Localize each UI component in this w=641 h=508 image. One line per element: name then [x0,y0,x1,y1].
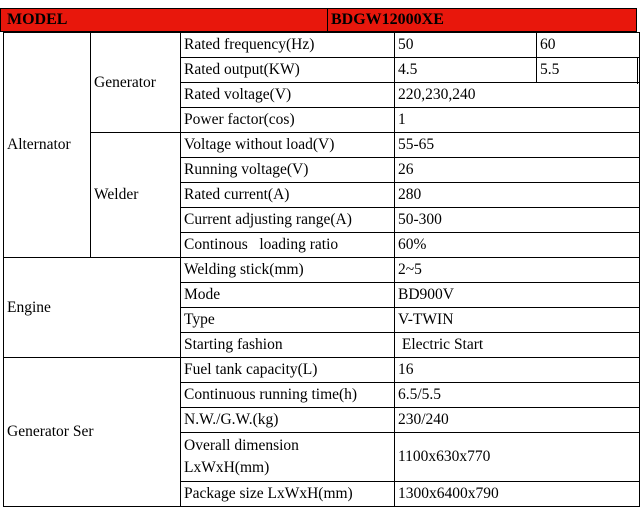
value-running-voltage: 26 [395,158,640,183]
label-dimension-line2: LxWxH(mm) [184,459,270,476]
group-alternator: Alternator [4,33,91,258]
label-current-range: Current adjusting range(A) [181,208,395,233]
subgroup-welder: Welder [91,133,181,258]
label-dimension [181,433,395,482]
label-package: Package size LxWxH(mm) [181,482,395,507]
value-rated-frequency-1: 50 [395,33,537,58]
group-generator-ser: Generator Ser [4,358,181,507]
table-row [4,133,640,158]
label-fuel-tank: Fuel tank capacity(L) [181,358,395,383]
value-loading-ratio: 60% [395,233,640,258]
label-rated-frequency: Rated frequency(Hz) [181,33,395,58]
label-power-factor: Power factor(cos) [181,108,395,133]
value-rated-output-1: 4.5 [395,58,537,83]
table-row [4,258,640,283]
label-dimension-line1: Overall dimension [184,437,299,454]
value-rated-frequency-2: 60 [537,33,640,58]
value-fuel-tank: 16 [395,358,640,383]
model-label: MODEL [7,11,68,28]
label-mode: Mode [181,283,395,308]
value-power-factor: 1 [395,108,640,133]
header-divider [327,9,328,31]
value-dimension: 1100x630x770 [395,433,640,482]
group-engine: Engine [4,258,181,358]
model-value: BDGW12000XE [331,11,444,28]
header-bar [0,8,637,32]
label-starting: Starting fashion [181,333,395,358]
label-welding-stick: Welding stick(mm) [181,258,395,283]
label-weight: N.W./G.W.(kg) [181,408,395,433]
value-running-time: 6.5/5.5 [395,383,640,408]
value-current-range: 50-300 [395,208,640,233]
label-running-time: Continuous running time(h) [181,383,395,408]
value-weight: 230/240 [395,408,640,433]
label-voltage-no-load: Voltage without load(V) [181,133,395,158]
value-rated-voltage: 220,230,240 [395,83,640,108]
label-type: Type [181,308,395,333]
label-running-voltage: Running voltage(V) [181,158,395,183]
value-starting: Electric Start [395,333,640,358]
spec-table [3,32,640,507]
value-package: 1300x6400x790 [395,482,640,507]
value-mode: BD900V [395,283,640,308]
value-rated-output-2: 5.5 [537,58,640,83]
value-voltage-no-load: 55-65 [395,133,640,158]
label-loading-ratio: Continous loading ratio [181,233,395,258]
table-row [4,358,640,383]
label-rated-output: Rated output(KW) [181,58,395,83]
subgroup-generator: Generator [91,33,181,133]
label-rated-current: Rated current(A) [181,183,395,208]
label-rated-voltage: Rated voltage(V) [181,83,395,108]
value-welding-stick: 2~5 [395,258,640,283]
value-rated-current: 280 [395,183,640,208]
cell-edge-fragment [637,58,641,84]
table-row [4,33,640,58]
value-type: V-TWIN [395,308,640,333]
